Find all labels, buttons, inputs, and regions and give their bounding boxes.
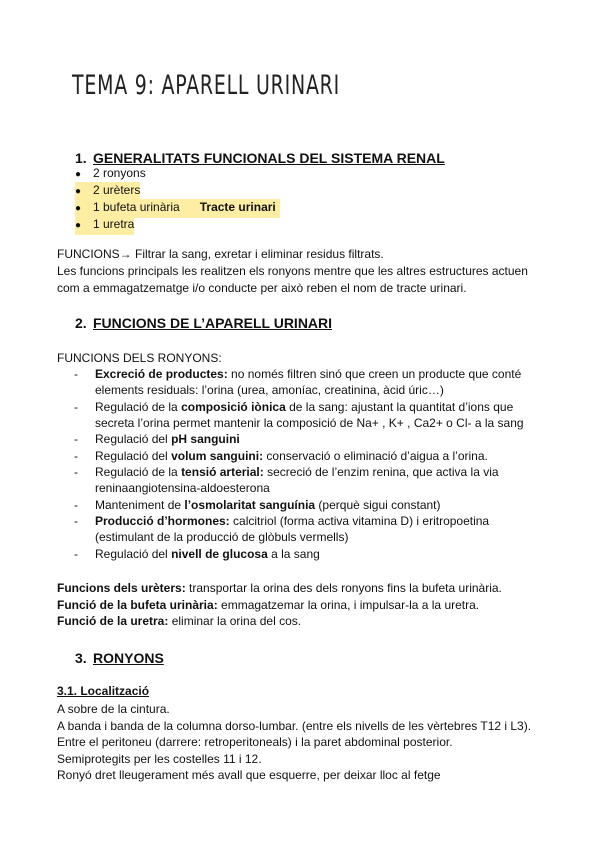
list-item bbox=[75, 199, 280, 218]
bufeta-label: Funció de la bufeta urinària: bbox=[57, 598, 218, 612]
bullet-icon: ● bbox=[75, 203, 82, 214]
funcions-line: FUNCIONS→ Filtrar la sang, exretar i eliminar residus filtrats. bbox=[57, 247, 384, 261]
item-bold: volum sanguini: bbox=[171, 449, 264, 463]
paragraph-line: com a emmagatzematge i/o conducte per això reben el nom de tracte urinari. bbox=[57, 281, 467, 295]
paragraph-line: Entre el peritoneu (darrere: retroperitoneals) i la paret abdominal posterior. bbox=[57, 735, 453, 749]
item-bold: pH sanguini bbox=[171, 432, 240, 446]
list-item-text: 2 ronyons bbox=[93, 166, 146, 180]
list-item bbox=[74, 366, 521, 383]
section-3-heading bbox=[75, 650, 164, 666]
item-text: conservació o eliminació d’aigua a l’orina. bbox=[263, 449, 488, 463]
section-title: FUNCIONS DE L’APARELL URINARI bbox=[93, 315, 333, 331]
item-text: Regulació de la bbox=[95, 400, 182, 414]
list-item bbox=[74, 448, 488, 465]
list-item bbox=[74, 546, 320, 563]
subsection-heading: 3.1. Localització bbox=[57, 684, 150, 698]
item-continuation: reninaangiotensina-aldoesterona bbox=[95, 481, 270, 495]
list-item-text: 2 urèters bbox=[93, 183, 141, 197]
ureters-function bbox=[57, 580, 502, 597]
uretra-function bbox=[57, 613, 301, 630]
dash-marker: - bbox=[74, 449, 78, 463]
page-title: TEMA 9: APARELL URINARI bbox=[72, 70, 340, 101]
item-text: Regulació del bbox=[95, 547, 172, 561]
item-text: no només filtren sinó que creen un producte que conté bbox=[227, 367, 522, 381]
paragraph-line: Semiprotegits per les costelles 11 i 12. bbox=[57, 752, 262, 766]
uretra-label: Funció de la uretra: bbox=[57, 614, 169, 628]
item-text: de la sang: ajustant la quantitat d’ions que bbox=[285, 400, 514, 414]
section-number: 3. bbox=[75, 650, 87, 666]
item-bold: l’osmolaritat sanguínia bbox=[184, 498, 316, 512]
ureters-text: transportar la orina des dels ronyons fins la bufeta urinària. bbox=[185, 581, 502, 595]
dash-marker: - bbox=[74, 498, 78, 512]
list-item bbox=[75, 165, 146, 184]
bullet-icon: ● bbox=[75, 169, 82, 180]
item-continuation: elements residuals: l’orina (urea, amoníac, creatinina, àcid úric…) bbox=[95, 383, 444, 397]
bullet-icon: ● bbox=[75, 186, 82, 197]
item-bold: Producció d’hormones: bbox=[95, 514, 230, 528]
item-bold: composició iònica bbox=[181, 400, 286, 414]
dash-marker: - bbox=[74, 400, 78, 414]
bufeta-function bbox=[57, 597, 479, 614]
paragraph-line: A sobre de la cintura. bbox=[57, 702, 170, 716]
section-title: RONYONS bbox=[93, 650, 164, 666]
list-item bbox=[74, 399, 513, 416]
list-item bbox=[74, 464, 499, 481]
item-text: Regulació del bbox=[95, 449, 172, 463]
section-1-heading bbox=[75, 150, 445, 166]
item-text: calcitriol (forma activa vitamina D) i eritropoetina bbox=[229, 514, 490, 528]
item-bold: nivell de glucosa bbox=[171, 547, 268, 561]
uretra-text: eliminar la orina del cos. bbox=[168, 614, 302, 628]
dash-marker: - bbox=[74, 432, 78, 446]
list-item bbox=[74, 431, 240, 448]
item-text: secreció de l’enzim renina, que activa la via bbox=[263, 465, 499, 479]
item-continuation: (estimulant de la producció de glòbuls vermells) bbox=[95, 530, 349, 544]
item-text: Regulació del bbox=[95, 432, 172, 446]
list-item bbox=[74, 497, 441, 514]
dash-marker: - bbox=[74, 547, 78, 561]
list-item bbox=[74, 513, 489, 530]
section-number: 2. bbox=[75, 315, 87, 331]
dash-marker: - bbox=[74, 465, 78, 479]
item-text: a la sang bbox=[267, 547, 320, 561]
dash-marker: - bbox=[74, 514, 78, 528]
paragraph-line: A banda i banda de la columna dorso-lumbar. (entre els nivells de les vèrtebres T12 i L3). bbox=[57, 719, 532, 733]
item-text: (perquè sigui constant) bbox=[315, 498, 441, 512]
section-title: GENERALITATS FUNCIONALS DEL SISTEMA RENAL bbox=[93, 150, 445, 166]
section-2-heading bbox=[75, 315, 332, 331]
list-item-text: 1 uretra bbox=[93, 217, 135, 231]
tracte-urinari-label: Tracte urinari bbox=[199, 200, 276, 214]
list-item bbox=[75, 216, 134, 235]
list-item bbox=[75, 182, 140, 201]
list-item-text: 1 bufeta urinària bbox=[93, 200, 180, 214]
paragraph-line: Ronyó dret lleugerament més avall que esquerre, per deixar lloc al fetge bbox=[57, 768, 441, 782]
subheading: FUNCIONS DELS RONYONS: bbox=[57, 351, 222, 365]
dash-marker: - bbox=[74, 367, 78, 381]
bullet-icon: ● bbox=[75, 220, 82, 231]
paragraph-line: Les funcions principals les realitzen els ronyons mentre que les altres estructures actuen bbox=[57, 264, 528, 278]
item-continuation: secreta l’orina permet mantenir la composició de Na+ , K+ , Ca2+ o Cl- a la sang bbox=[95, 416, 524, 430]
item-bold: tensió arterial: bbox=[181, 465, 264, 479]
item-text: Regulació de la bbox=[95, 465, 182, 479]
item-bold: Excreció de productes: bbox=[95, 367, 228, 381]
bufeta-text: emmagatzemar la orina, i impulsar-la a la uretra. bbox=[217, 598, 480, 612]
item-text: Manteniment de bbox=[95, 498, 185, 512]
ureters-label: Funcions dels urèters: bbox=[57, 581, 186, 595]
section-number: 1. bbox=[75, 150, 87, 166]
